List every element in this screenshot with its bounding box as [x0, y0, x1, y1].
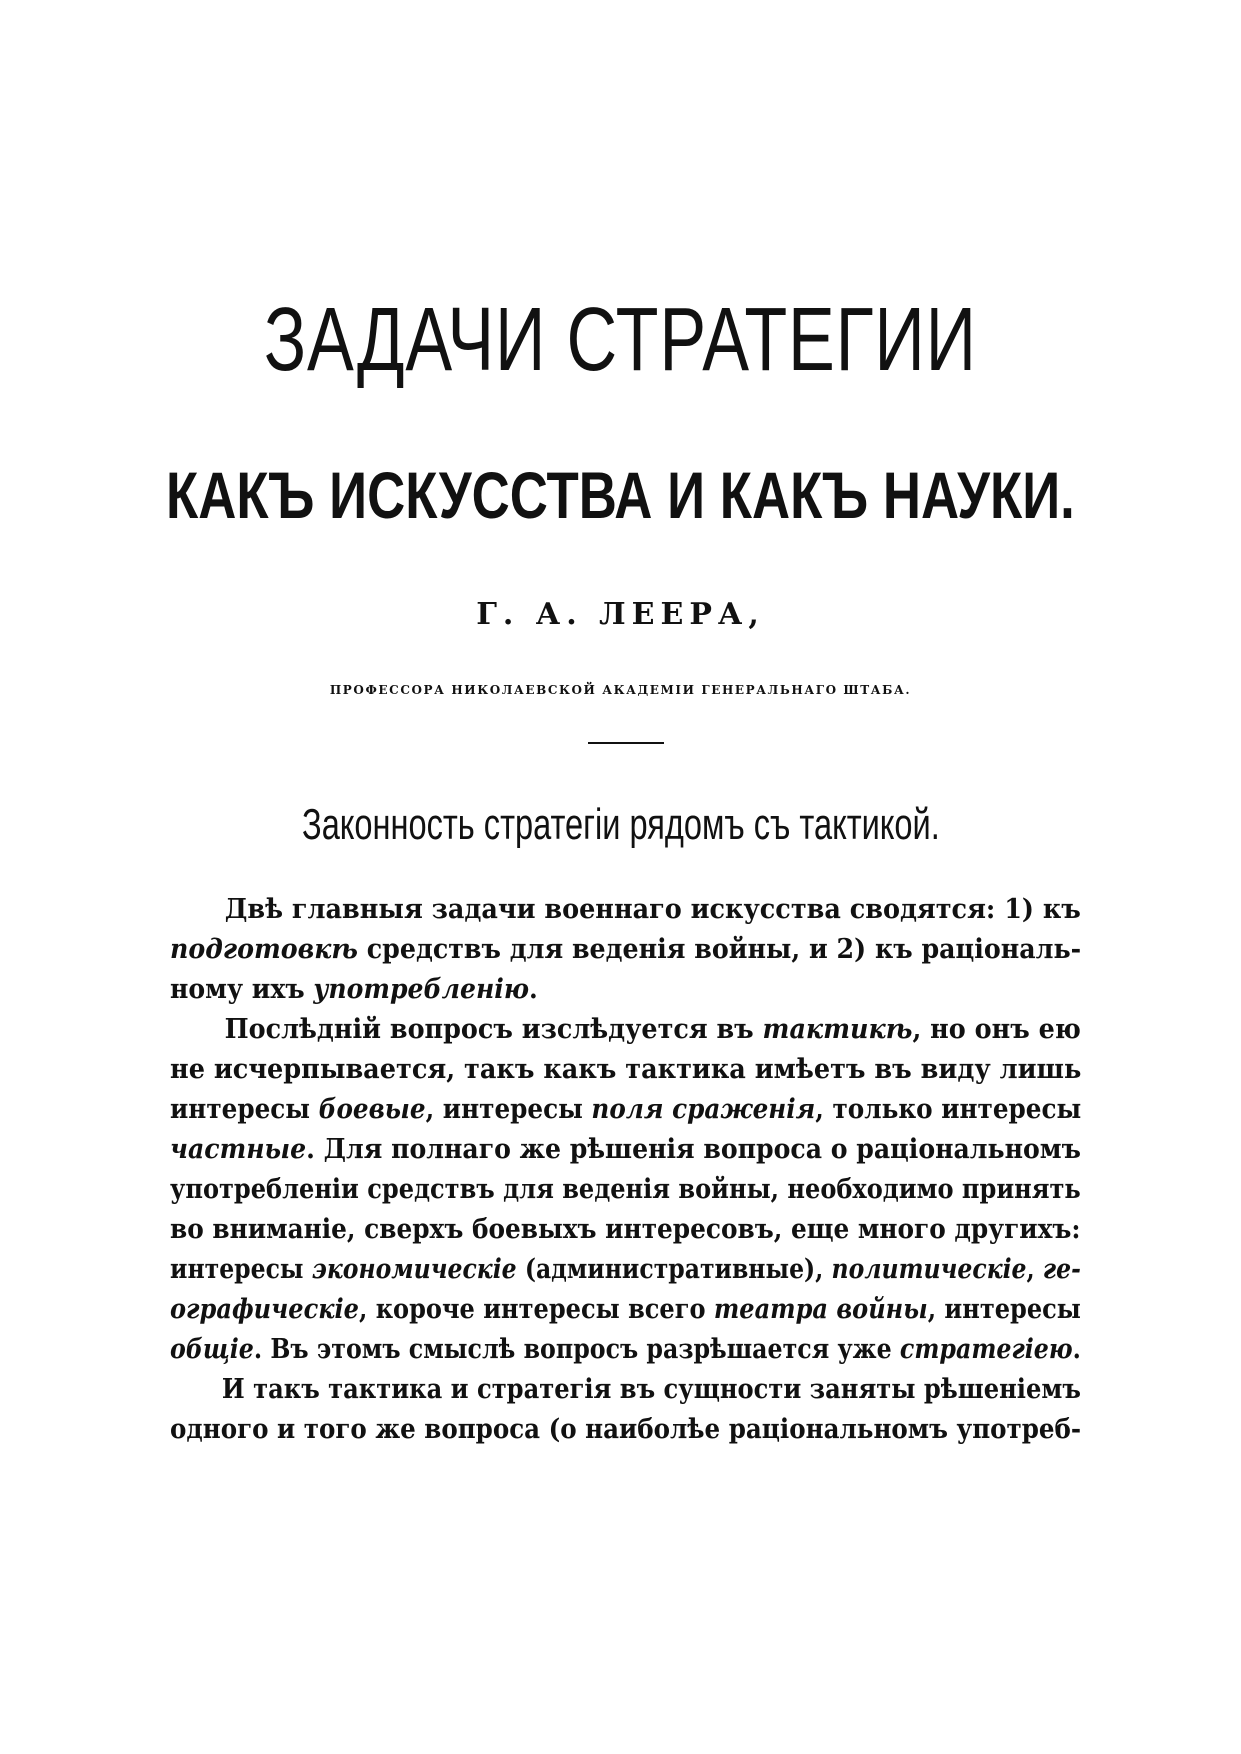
page-subtitle: КАКЪ ИСКУССТВА И КАКЪ НАУКИ.: [165, 458, 1075, 532]
text-run: интересы: [170, 1094, 319, 1125]
text-run: ,: [1026, 1254, 1043, 1285]
text-line: [170, 1330, 1081, 1370]
text-run: интересы: [170, 1254, 312, 1285]
emphasis-text: подготовкѣ: [170, 934, 358, 965]
emphasis-text: театра войны: [713, 1294, 928, 1325]
emphasis-text: экономическіе: [311, 1254, 517, 1285]
text-run: Двѣ главныя задачи военнаго искусства сводятся: 1) къ: [224, 894, 1081, 925]
emphasis-text: ге-: [1042, 1254, 1081, 1285]
author-name: Г. А. ЛЕЕРА,: [476, 597, 765, 632]
text-line: [170, 1170, 1081, 1210]
section-heading: Законность стратегіи рядомъ съ тактикой.: [302, 800, 940, 849]
text-run: ному ихъ: [170, 974, 314, 1005]
author-affiliation: ПРОФЕССОРА НИКОЛАЕВСКОЙ АКАДЕМІИ ГЕНЕРАЛЬНАГО ШТАБА.: [329, 683, 912, 697]
text-run: И такъ тактика и стратегія въ сущности заняты рѣшеніемъ: [221, 1374, 1081, 1405]
body-text: [170, 890, 1081, 1450]
emphasis-text: употребленію: [313, 974, 529, 1005]
emphasis-text: общіе: [170, 1334, 254, 1365]
text-run: . Въ этомъ смыслѣ вопросъ разрѣшается уже: [253, 1334, 900, 1365]
emphasis-text: поля сраженія: [591, 1094, 816, 1125]
emphasis-text: частные: [170, 1134, 307, 1165]
text-line: [170, 1290, 1081, 1330]
text-run: , только интересы: [815, 1094, 1082, 1125]
emphasis-text: стратегіею: [899, 1334, 1073, 1365]
text-line: [170, 1250, 1081, 1290]
text-run: во вниманіе, сверхъ боевыхъ интересовъ, еще много другихъ:: [170, 1214, 1081, 1245]
text-line: [170, 890, 1081, 930]
text-line: [170, 970, 1081, 1010]
text-run: .: [1072, 1334, 1081, 1365]
text-line: [170, 930, 1081, 970]
divider-rule: [588, 742, 664, 744]
text-run: , интересы: [927, 1294, 1081, 1325]
page-title: ЗАДАЧИ СТРАТЕГИИ: [263, 290, 977, 390]
text-run: средствъ для веденія войны, и 2) къ раціональ-: [357, 934, 1082, 965]
emphasis-text: тактикѣ: [762, 1014, 913, 1045]
text-run: не исчерпывается, такъ какъ тактика имѣетъ въ виду лишь: [170, 1054, 1082, 1085]
text-line: [170, 1010, 1081, 1050]
emphasis-text: политическіе: [831, 1254, 1027, 1285]
text-line: [170, 1090, 1081, 1130]
text-run: , но онъ ею: [912, 1014, 1081, 1045]
text-run: . Для полнаго же рѣшенія вопроса о раціональномъ: [306, 1134, 1081, 1165]
text-line: [170, 1050, 1081, 1090]
text-run: .: [528, 974, 538, 1005]
text-run: Послѣдній вопросъ изслѣдуется въ: [224, 1014, 763, 1045]
text-run: (административные),: [516, 1254, 832, 1285]
text-run: , короче интересы всего: [358, 1294, 714, 1325]
text-line: [170, 1130, 1081, 1170]
text-line: [170, 1370, 1081, 1410]
text-line: [170, 1410, 1081, 1450]
text-run: употребленіи средствъ для веденія войны, необходимо принять: [170, 1174, 1081, 1205]
text-line: [170, 1210, 1081, 1250]
emphasis-text: ографическіе: [170, 1294, 359, 1325]
emphasis-text: боевые: [318, 1094, 426, 1125]
text-run: одного и того же вопроса (о наиболѣе раціональномъ употреб-: [170, 1414, 1082, 1445]
text-run: , интересы: [425, 1094, 592, 1125]
